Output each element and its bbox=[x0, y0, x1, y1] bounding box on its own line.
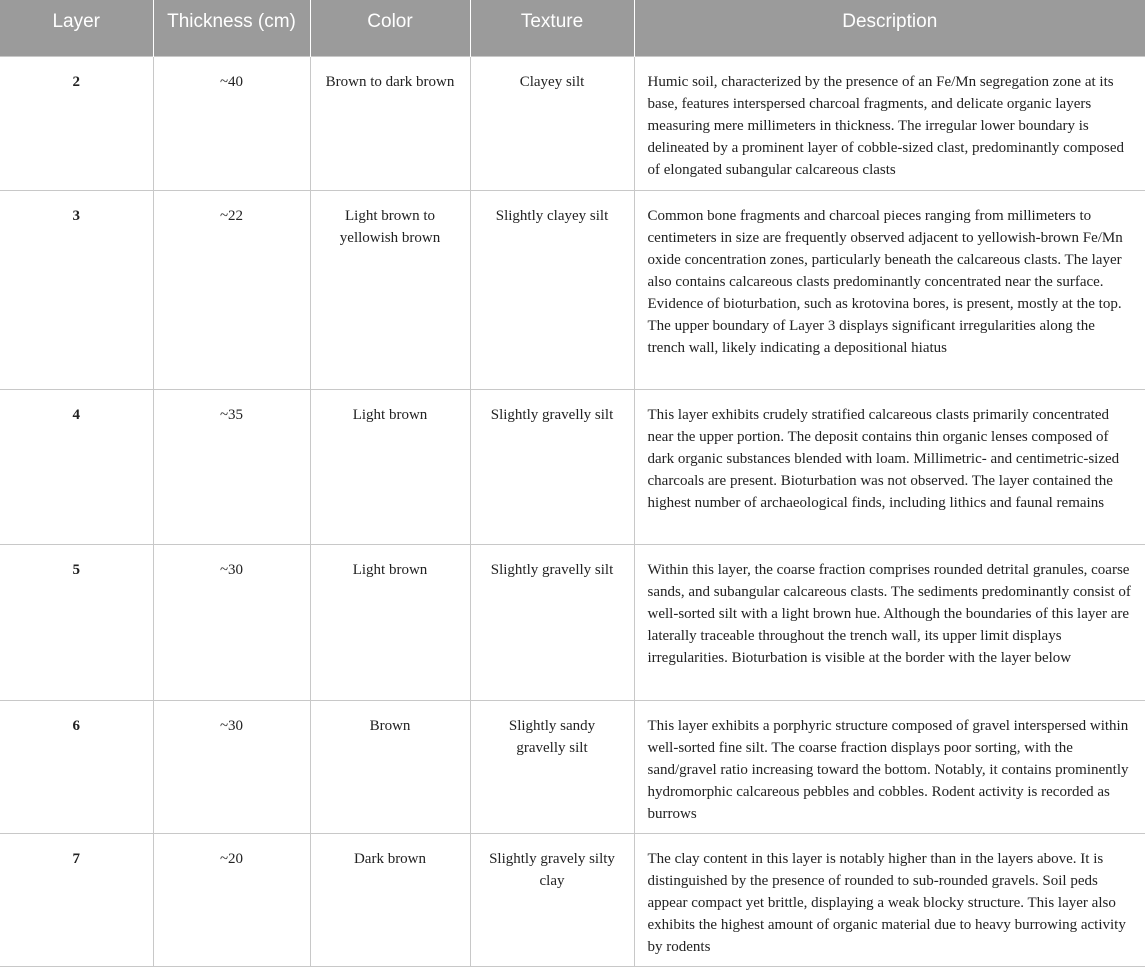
cell-layer: 6 bbox=[0, 700, 153, 833]
cell-description: This layer exhibits crudely stratified calcareous clasts primarily concentrated near the upper portion. The deposit contains thin organic lenses composed of dark organic substances blended with loam. Millimetric- and centimetric-sized charcoals are present. Bioturbation was not observed. The layer contained the highest number of archaeological finds, including lithics and faunal remains bbox=[634, 389, 1145, 544]
cell-layer: 5 bbox=[0, 544, 153, 700]
table-row bbox=[0, 56, 1145, 190]
header-color: Color bbox=[310, 0, 470, 56]
cell-texture: Slightly gravelly silt bbox=[470, 389, 634, 544]
cell-description: Within this layer, the coarse fraction comprises rounded detrital granules, coarse sands, and subangular calcareous clasts. The sediments predominantly consist of well-sorted silt with a light brown hue. Although the boundaries of this layer are laterally traceable throughout the trench wall, its upper limit displays irregularities. Bioturbation is visible at the border with the layer below bbox=[634, 544, 1145, 700]
cell-thickness: ~20 bbox=[153, 833, 310, 966]
header-thickness: Thickness (cm) bbox=[153, 0, 310, 56]
cell-description: The clay content in this layer is notably higher than in the layers above. It is distinguished by the presence of rounded to sub-rounded gravels. Soil peds appear compact yet brittle, displaying a weak blocky structure. This layer also exhibits the highest amount of organic material due to heavy burrowing activity by rodents bbox=[634, 833, 1145, 966]
cell-color: Light brown to yellowish brown bbox=[310, 190, 470, 389]
cell-thickness: ~30 bbox=[153, 544, 310, 700]
table-row bbox=[0, 833, 1145, 966]
cell-thickness: ~40 bbox=[153, 56, 310, 190]
cell-thickness: ~22 bbox=[153, 190, 310, 389]
cell-texture: Slightly clayey silt bbox=[470, 190, 634, 389]
header-description: Description bbox=[634, 0, 1145, 56]
header-texture: Texture bbox=[470, 0, 634, 56]
cell-thickness: ~30 bbox=[153, 700, 310, 833]
table-row bbox=[0, 389, 1145, 544]
cell-color: Brown bbox=[310, 700, 470, 833]
cell-description: Humic soil, characterized by the presence of an Fe/Mn segregation zone at its base, features interspersed charcoal fragments, and delicate organic layers measuring mere millimeters in thickness. The irregular lower boundary is delineated by a prominent layer of cobble-sized clast, predominantly composed of elongated subangular calcareous clasts bbox=[634, 56, 1145, 190]
cell-layer: 2 bbox=[0, 56, 153, 190]
cell-texture: Slightly sandy gravelly silt bbox=[470, 700, 634, 833]
table-row bbox=[0, 190, 1145, 389]
cell-layer: 3 bbox=[0, 190, 153, 389]
cell-layer: 4 bbox=[0, 389, 153, 544]
cell-color: Dark brown bbox=[310, 833, 470, 966]
cell-texture: Slightly gravely silty clay bbox=[470, 833, 634, 966]
header-layer: Layer bbox=[0, 0, 153, 56]
table-header-row bbox=[0, 0, 1145, 56]
cell-layer: 7 bbox=[0, 833, 153, 966]
cell-thickness: ~35 bbox=[153, 389, 310, 544]
table-row bbox=[0, 700, 1145, 833]
cell-description: Common bone fragments and charcoal pieces ranging from millimeters to centimeters in size are frequently observed adjacent to yellowish-brown Fe/Mn oxide concentration zones, particularly beneath the calcareous clasts. The layer also contains calcareous clasts predominantly concentrated near the surface. Evidence of bioturbation, such as krotovina bores, is present, mostly at the top. The upper boundary of Layer 3 displays significant irregularities along the trench wall, likely indicating a depositional hiatus bbox=[634, 190, 1145, 389]
cell-description: This layer exhibits a porphyric structure composed of gravel interspersed within well-sorted fine silt. The coarse fraction displays poor sorting, with the sand/gravel ratio increasing toward the bottom. Notably, it contains prominently hydromorphic calcareous pebbles and cobbles. Rodent activity is recorded as burrows bbox=[634, 700, 1145, 833]
cell-texture: Slightly gravelly silt bbox=[470, 544, 634, 700]
cell-color: Brown to dark brown bbox=[310, 56, 470, 190]
cell-texture: Clayey silt bbox=[470, 56, 634, 190]
table-row bbox=[0, 544, 1145, 700]
cell-color: Light brown bbox=[310, 544, 470, 700]
cell-color: Light brown bbox=[310, 389, 470, 544]
